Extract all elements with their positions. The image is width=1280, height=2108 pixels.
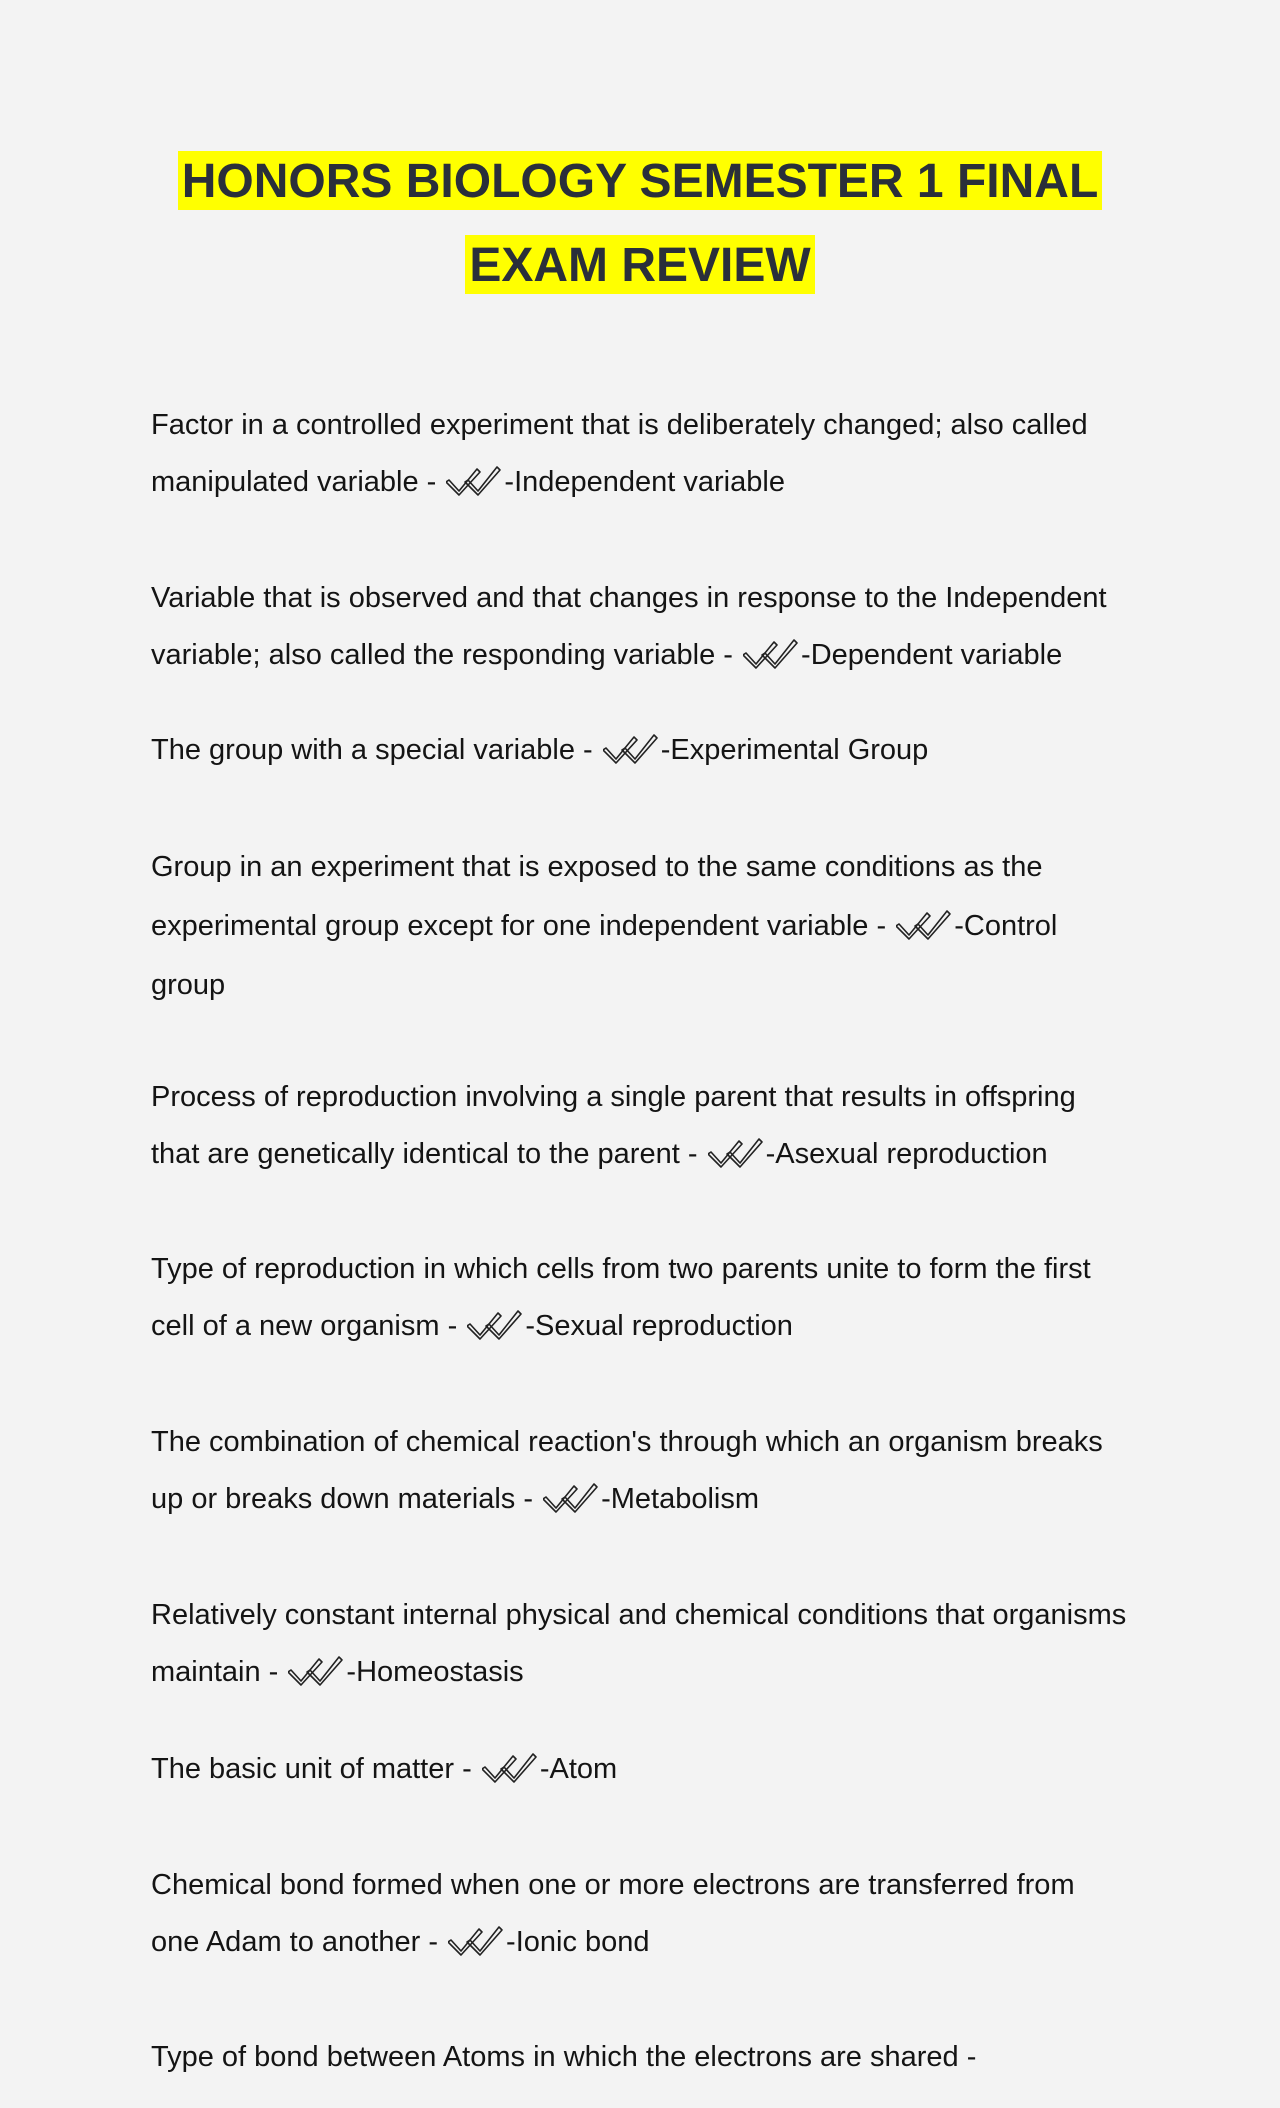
- separator: -: [418, 466, 445, 498]
- answer-text: -Control group: [151, 910, 1058, 1001]
- question-text: The group with a special variable: [151, 734, 575, 766]
- title-line-2: EXAM REVIEW: [465, 235, 814, 294]
- answer-text: -Asexual reproduction: [765, 1138, 1048, 1170]
- double-check-icon: [543, 1480, 601, 1514]
- answer-text: -Dependent variable: [801, 639, 1063, 671]
- separator: -: [868, 910, 895, 942]
- separator: -: [574, 734, 601, 766]
- separator: -: [260, 1656, 287, 1688]
- double-check-icon: [288, 1653, 346, 1687]
- qa-entry: [151, 838, 1131, 1015]
- separator: -: [515, 1483, 542, 1515]
- qa-entry: [151, 570, 1131, 684]
- question-text: The combination of chemical reaction's through which an organism breaks up or breaks down materials: [151, 1426, 1103, 1515]
- double-check-icon: [482, 1750, 540, 1784]
- question-text: Factor in a controlled experiment that is deliberately changed; also called manipulated variable: [151, 409, 1088, 498]
- question-text: Relatively constant internal physical and chemical conditions that organisms maintain: [151, 1599, 1127, 1688]
- double-check-icon: [743, 636, 801, 670]
- double-check-icon: [896, 907, 954, 941]
- separator: -: [715, 639, 742, 671]
- answer-text: -Independent variable: [504, 466, 785, 498]
- qa-entry: [151, 1587, 1131, 1701]
- qa-entry: [151, 1069, 1131, 1183]
- answer-text: -Ionic bond: [506, 1926, 650, 1958]
- separator: -: [958, 2041, 977, 2073]
- separator: -: [420, 1926, 447, 1958]
- qa-entry: [151, 1241, 1131, 1355]
- double-check-icon: [603, 731, 661, 765]
- question-text: Process of reproduction involving a single parent that results in offspring that are genetically identical to the parent: [151, 1081, 1076, 1170]
- separator: -: [679, 1138, 706, 1170]
- qa-entry: [151, 1857, 1131, 1971]
- qa-entry: [151, 1414, 1131, 1528]
- question-text: Type of bond between Atoms in which the electrons are shared: [151, 2041, 959, 2073]
- double-check-icon: [467, 1307, 525, 1341]
- separator: -: [454, 1753, 480, 1785]
- double-check-icon: [446, 463, 504, 497]
- double-check-icon: [448, 1923, 506, 1957]
- question-text: Chemical bond formed when one or more electrons are transferred from one Adam to another: [151, 1869, 1075, 1958]
- page-title: [0, 140, 1280, 308]
- title-line-1: HONORS BIOLOGY SEMESTER 1 FINAL: [178, 151, 1103, 210]
- question-text: Group in an experiment that is exposed to the same conditions as the experimental group except for one independent variable: [151, 851, 1043, 942]
- question-text: The basic unit of matter: [151, 1753, 455, 1785]
- double-check-icon: [708, 1135, 766, 1169]
- answer-text: -Metabolism: [601, 1483, 760, 1515]
- qa-entry: [151, 1741, 1131, 1798]
- answer-text: -Homeostasis: [346, 1656, 524, 1688]
- question-text: Type of reproduction in which cells from two parents unite to form the first cell of a new organism: [151, 1253, 1091, 1342]
- question-text: Variable that is observed and that changes in response to the Independent variable; also called the responding variable: [151, 582, 1107, 671]
- separator: -: [439, 1310, 466, 1342]
- answer-text: -Sexual reproduction: [525, 1310, 793, 1342]
- qa-entry: [151, 2029, 1131, 2086]
- qa-entry: [151, 397, 1131, 511]
- answer-text: -Atom: [539, 1753, 618, 1785]
- qa-entry: [151, 722, 1131, 779]
- answer-text: -Experimental Group: [660, 734, 929, 766]
